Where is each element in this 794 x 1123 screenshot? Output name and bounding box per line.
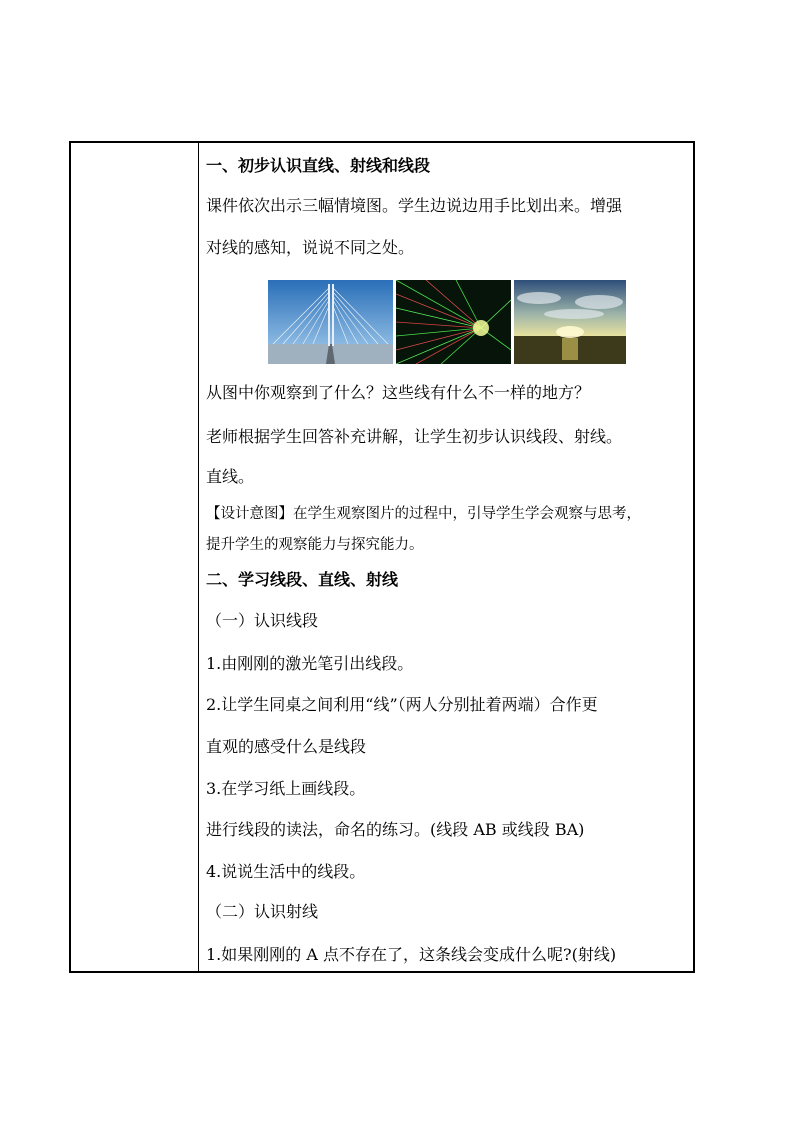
segment-practice: 进行线段的读法，命名的练习。(线段 AB 或线段 BA) [206,820,585,839]
segment-item-2-line2: 直观的感受什么是线段 [206,737,367,756]
section1-paragraph-line1: 课件依次出示三幅情境图。学生边说边用手比划出来。增强 [206,196,623,215]
column-divider [198,143,199,971]
subsection-line-segment: （一）认识线段 [206,611,319,630]
laser-light-photo [396,280,511,364]
section1-heading: 一、初步认识直线、射线和线段 [206,156,431,175]
design-intent-line2: 提升学生的观察能力与探究能力。 [206,537,424,553]
segment-item-2-line1: 2.让学生同桌之间利用“线”（两人分别扯着两端）合作更 [206,695,598,714]
sunset-sea-photo [514,280,626,364]
segment-item-4: 4.说说生活中的线段。 [206,862,366,881]
question-line: 从图中你观察到了什么？这些线有什么不一样的地方？ [206,383,591,402]
lesson-table [69,141,695,973]
cable-bridge-photo [268,280,393,364]
segment-item-1: 1.由刚刚的激光笔引出线段。 [206,654,414,673]
section2-heading: 二、学习线段、直线、射线 [206,570,399,589]
teacher-explanation-line2: 直线。 [206,467,255,486]
segment-item-3: 3.在学习纸上画线段。 [206,779,366,798]
subsection-ray: （二）认识射线 [206,902,319,921]
design-intent-line1: 【设计意图】在学生观察图片的过程中，引导学生学会观察与思考， [206,506,641,522]
ray-item-1: 1.如果刚刚的 A 点不存在了，这条线会变成什么呢?(射线) [206,945,617,964]
section1-paragraph-line2: 对线的感知，说说不同之处。 [206,238,415,257]
teacher-explanation-line1: 老师根据学生回答补充讲解，让学生初步认识线段、射线。 [206,427,623,446]
